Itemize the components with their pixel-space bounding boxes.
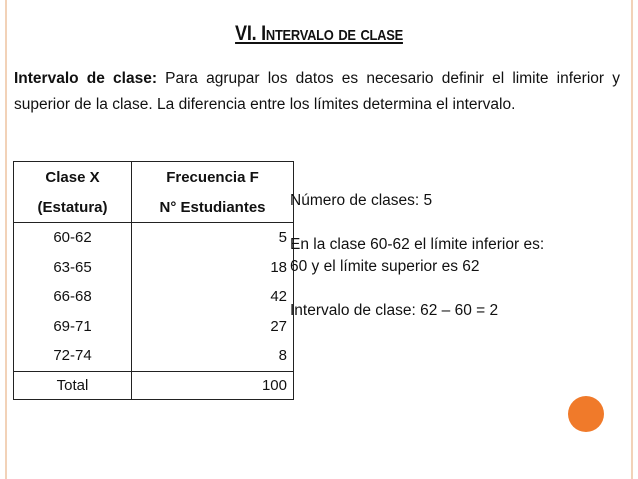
left-border-line: [5, 0, 7, 479]
class-cell: 63-65: [14, 253, 132, 283]
table-row: [14, 253, 294, 283]
table-row: [14, 312, 294, 342]
header-frequency-sub: N° Estudiantes: [132, 192, 294, 223]
total-row: [14, 371, 294, 399]
interval-note: Intervalo de clase: 62 – 60 = 2: [290, 302, 499, 319]
intro-label: Intervalo de clase:: [14, 70, 157, 87]
total-label: Total: [14, 371, 132, 399]
notes-panel: [290, 190, 544, 322]
class-cell: 72-74: [14, 341, 132, 371]
limits-note-line1: En la clase 60-62 el límite inferior es:: [290, 236, 545, 253]
frequency-cell: 42: [270, 288, 287, 306]
decorative-circle: [568, 396, 604, 432]
header-class-sub: (Estatura): [14, 192, 132, 223]
class-cell: 60-62: [14, 223, 132, 253]
frequency-cell: 8: [278, 347, 287, 365]
table-row: [14, 223, 294, 253]
total-value: 100: [132, 371, 294, 399]
frequency-cell: 18: [270, 258, 287, 276]
limits-note-line2: 60 y el límite superior es 62: [290, 258, 480, 275]
class-cell: 69-71: [14, 312, 132, 342]
frequency-cell: 5: [278, 229, 287, 247]
right-border-line: [631, 0, 633, 479]
header-class-x: Clase X: [14, 162, 132, 193]
slide-title: VI. Intervalo de clase: [235, 22, 403, 45]
intro-text: Para agrupar los datos es necesario definir el limite inferior y superior de la clase. La diferencia entre los límites determina el intervalo.: [14, 70, 620, 113]
num-classes-note: Número de clases: 5: [290, 192, 433, 209]
intro-paragraph: [14, 66, 620, 118]
header-frequency: Frecuencia F: [166, 168, 259, 186]
table-row: [14, 282, 294, 312]
table-row: [14, 341, 294, 371]
frequency-cell: 27: [270, 317, 287, 335]
frequency-table: [13, 161, 294, 400]
class-cell: 66-68: [14, 282, 132, 312]
